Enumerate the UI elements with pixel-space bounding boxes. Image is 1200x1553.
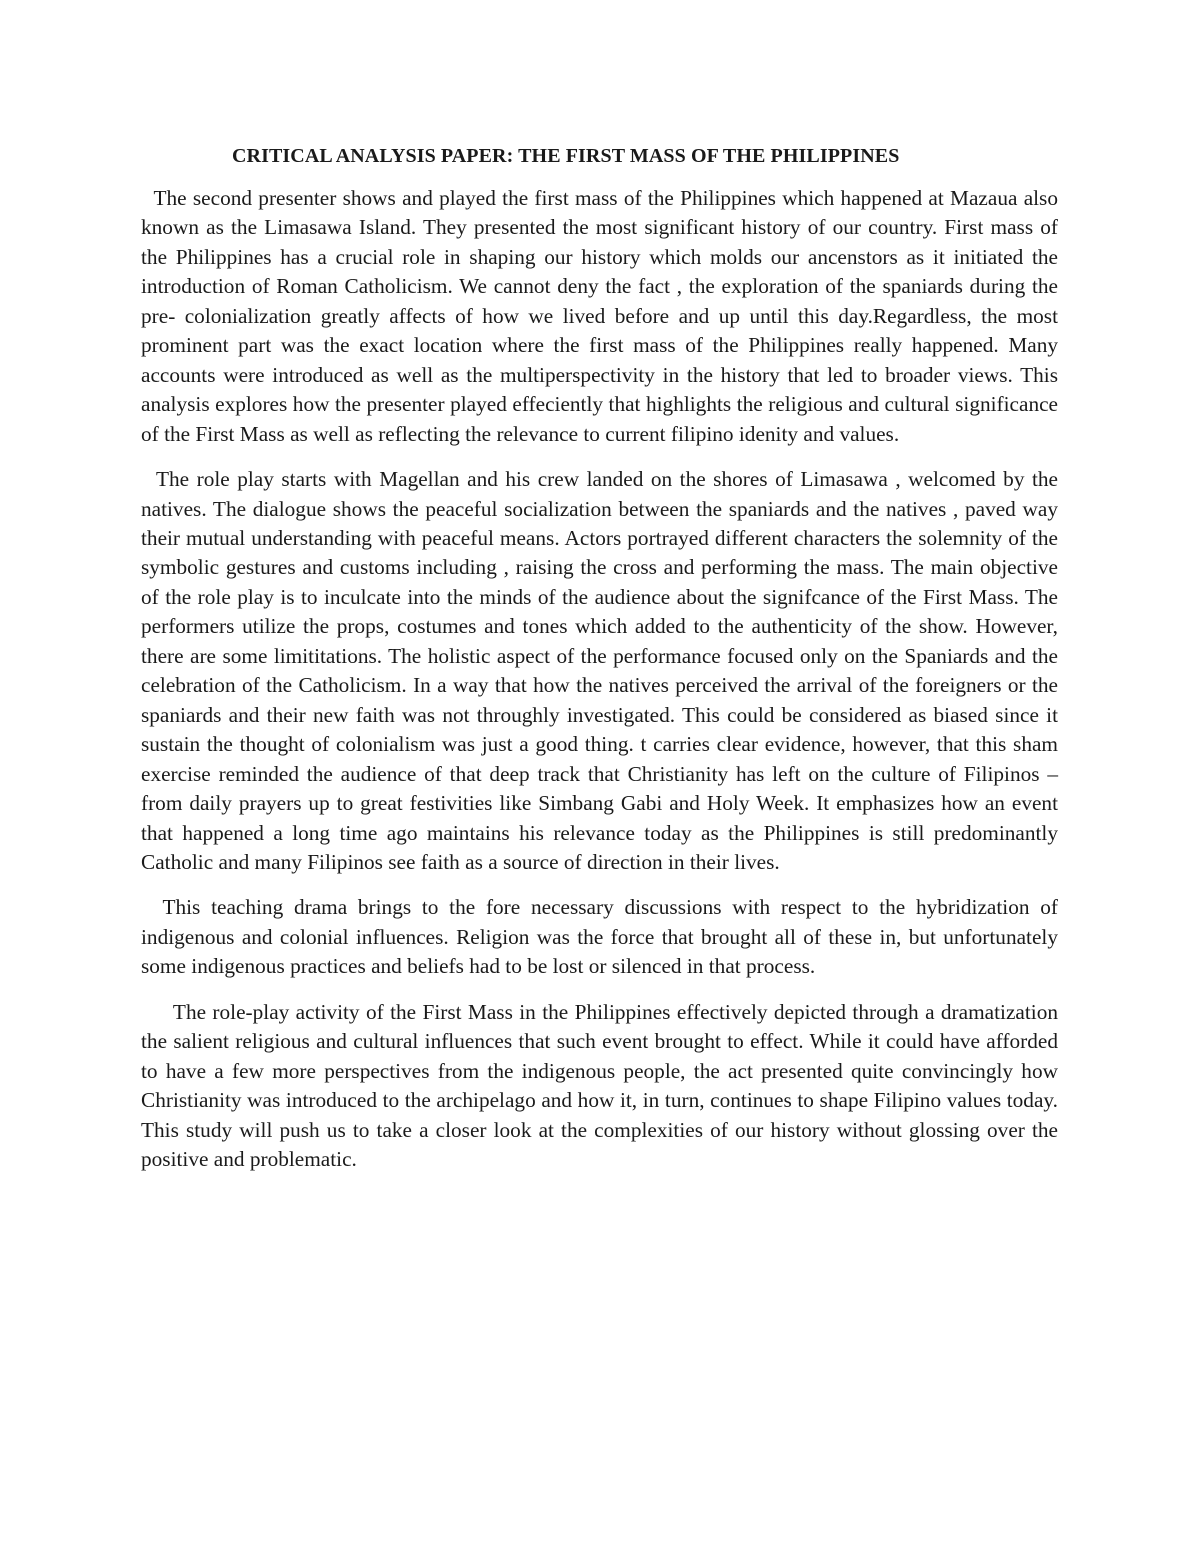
document-body	[141, 142, 1058, 1191]
paragraph-role-play: The role play starts with Magellan and his crew landed on the shores of Limasawa , welcomed by the natives. The dialogue shows the peaceful socialization between the spaniards and the natives , paved way their mutual understanding with peaceful means. Actors portrayed different characters the solemnity of the symbolic gestures and customs including , raising the cross and performing the mass. The main objective of the role play is to inculcate into the minds of the audience about the signifcance of the First Mass. The performers utilize the props, costumes and tones which added to the authenticity of the show. However, there are some limititations. The holistic aspect of the performance focused only on the Spaniards and the celebration of the Catholicism. In a way that how the natives perceived the arrival of the foreigners or the spaniards and their new faith was not throughly investigated. This could be considered as biased since it sustain the thought of colonialism was just a good thing. t carries clear evidence, however, that this sham exercise reminded the audience of that deep track that Christianity has left on the culture of Filipinos – from daily prayers up to great festivities like Simbang Gabi and Holy Week. It emphasizes how an event that happened a long time ago maintains his relevance today as the Philippines is still predominantly Catholic and many Filipinos see faith as a source of direction in their lives.	[141, 467, 1058, 874]
paragraph-hybridization: This teaching drama brings to the fore necessary discussions with respect to the hybridization of indigenous and colonial influences. Religion was the force that brought all of these in, but unfortunately some indigenous practices and beliefs had to be lost or silenced in that process.	[141, 895, 1058, 979]
paragraph-introduction: The second presenter shows and played the first mass of the Philippines which happened at Mazaua also known as the Limasawa Island. They presented the most significant history of our country. First mass of the Philippines has a crucial role in shaping our history which molds our ancenstors as it initiated the introduction of Roman Catholicism. We cannot deny the fact , the exploration of the spaniards during the pre- colonialization greatly affects of how we lived before and up until this day.Regardless, the most prominent part was the exact location where the first mass of the Philippines really happened. Many accounts were introduced as well as the multiperspectivity in the history that led to broader views. This analysis explores how the presenter played effeciently that highlights the religious and cultural significance of the First Mass as well as reflecting the relevance to current filipino idenity and values.	[141, 186, 1058, 446]
document-title: CRITICAL ANALYSIS PAPER: THE FIRST MASS OF THE PHILIPPINES	[232, 145, 900, 167]
paragraph-conclusion: The role-play activity of the First Mass in the Philippines effectively depicted through a dramatization the salient religious and cultural influences that such event brought to effect. While it could have afforded to have a few more perspectives from the indigenous people, the act presented quite convincingly how Christianity was introduced to the archipelago and how it, in turn, continues to shape Filipino values today. This study will push us to take a closer look at the complexities of our history without glossing over the positive and problematic.	[141, 999, 1058, 1172]
